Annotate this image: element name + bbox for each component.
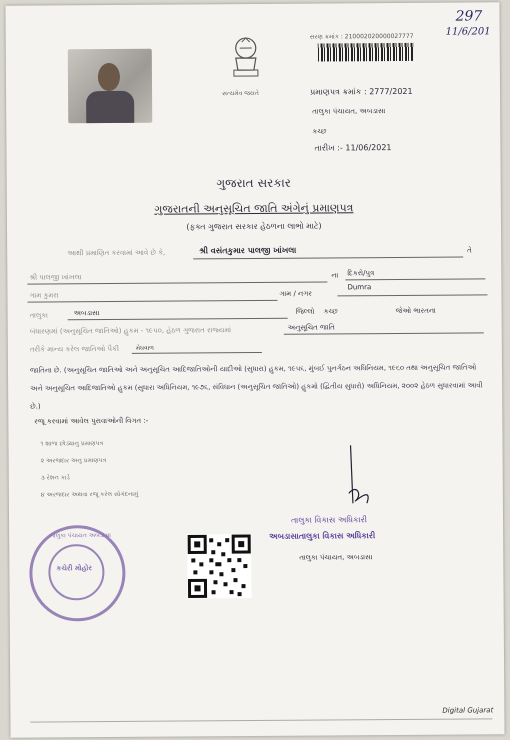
handwritten-number: 297 [455,8,483,25]
document-item: ૩ રેશન કાર્ડ [40,474,70,482]
district-label: જિલ્લો [295,307,315,316]
caste-value: મેઘવાળ [135,344,154,352]
state-text: જેઓ ભારતના [395,306,436,316]
footer-brand: Digital Gujarat [442,706,494,715]
seal-outer-text: તાલુકા પંચાયત અબડાસા [50,532,111,540]
national-emblem-icon [222,34,270,92]
intro-text: આથી પ્રમાણિત કરવામાં આવે છે કે, [67,248,166,258]
document-item: ૨ અરજદાર અનુ પ્રમાણપત્ર [40,457,107,465]
seal-inner-text: કચેરી મોહોર [56,564,93,573]
village-value: Dumra [347,283,372,292]
issuing-office: તાલુકા પંચાયત, અબડાસા [312,107,386,116]
applicant-photo [68,49,153,124]
father-name: શ્રી પાલજી ખાંખલા [29,273,82,282]
documents-heading: રજૂ કરવામાં આવેલ પુરાવાઓની વિગત :- [34,416,149,426]
issuing-place: કચ્છ [312,127,327,136]
category-value: અનુસૂચિત જાતિ [287,323,335,332]
signer-title: તાલુકા વિકાસ અધિકારી [298,531,376,541]
relation-value: દિકરો/પુત્ર [347,269,375,278]
document-item: ૧ શાળા છોડ્યાનુ પ્રમાણપત્ર [40,440,104,448]
caste-label: તરીકે માન્ય કરેલ જાતિઓ પૈકી [29,344,120,354]
date-label: તારીખ :- [314,143,343,153]
handwritten-date: 11/6/201 [445,26,491,38]
certificate-subtitle: (ફક્ત ગુજરાત સરકાર હેઠળના લાભો માટે) [186,221,322,232]
district-value: કચ્છ [323,307,338,316]
applicant-name: શ્રી વસંતકુમાર પાલજી ખાંખલા [199,245,297,256]
certificate-page [5,2,504,737]
barcode [318,43,414,62]
barcode-text: સરણ ક્રમાંક : 210002020000027777 [309,32,414,41]
cert-no: 2777/2021 [369,86,413,97]
legal-paragraph: જાતિના છે. (અનુસૂચિત જાતિઓ અને અનુસૂચિત આદિજાતિઓની યાદીઓ (સુધારા) હુકમ, ૧૯૫૬, મુંબઈ પુનર્ગઠન અધિનિયમ, ૧૯૬૦ તથા અનુસૂચિત જાતિઓ અને અનુસૂચિત આદિજાતિઓ હુકમ (સુધારા અધિનિયમ, ૧૯૭૬, સંવિધાન (અનુસૂચિત જાતિઓ) હુકમો (દ્વિતીય સુધારો) અધિનિયમ, ૨૦૦૨ હેઠળ સુધારવામાં આવી છે.) [29,363,483,411]
document-item: ૪ અરજદાર અથવા રજૂ કરેલ સોગંદનામું [40,490,139,499]
signer-office: તાલુકા પંચાયત, અબડાસા [299,553,373,562]
constitution-text: બંધારણમાં (અનુસૂચિત જાતિઓ) હુકમ - ૧૯૫૦, હેઠળ ગુજરાત રાજ્યમાં [29,326,232,336]
office-seal-icon [29,525,126,622]
intro-suffix: તે [467,246,472,255]
village-label: ગામ / નગર [279,289,313,298]
taluka-label: તાલુકા [29,311,48,320]
relation-label: ના [331,271,339,280]
cert-no-label: પ્રમાણપત્ર ક્રમાંક : [310,87,367,97]
certificate-title: ગુજરાતની અનુસૂચિત જાતિ અંગેનું પ્રમાણપત્ર [154,201,354,216]
taluka-value: અબડાસા [73,309,100,318]
govt-title: ગુજરાત સરકાર [216,175,292,191]
stamp-location: અબડાસા [269,531,299,541]
emblem-caption: સત્યમેવ જયતે [222,89,259,98]
stamp-title: તાલુકા વિકાસ અધિકારી [291,515,368,525]
officer-signature-icon [337,443,388,517]
village-prefix: ગામ કુમરા [29,291,59,300]
qr-code-icon [187,534,251,598]
documents-list [40,435,138,504]
issue-date: 11/06/2021 [345,143,392,153]
